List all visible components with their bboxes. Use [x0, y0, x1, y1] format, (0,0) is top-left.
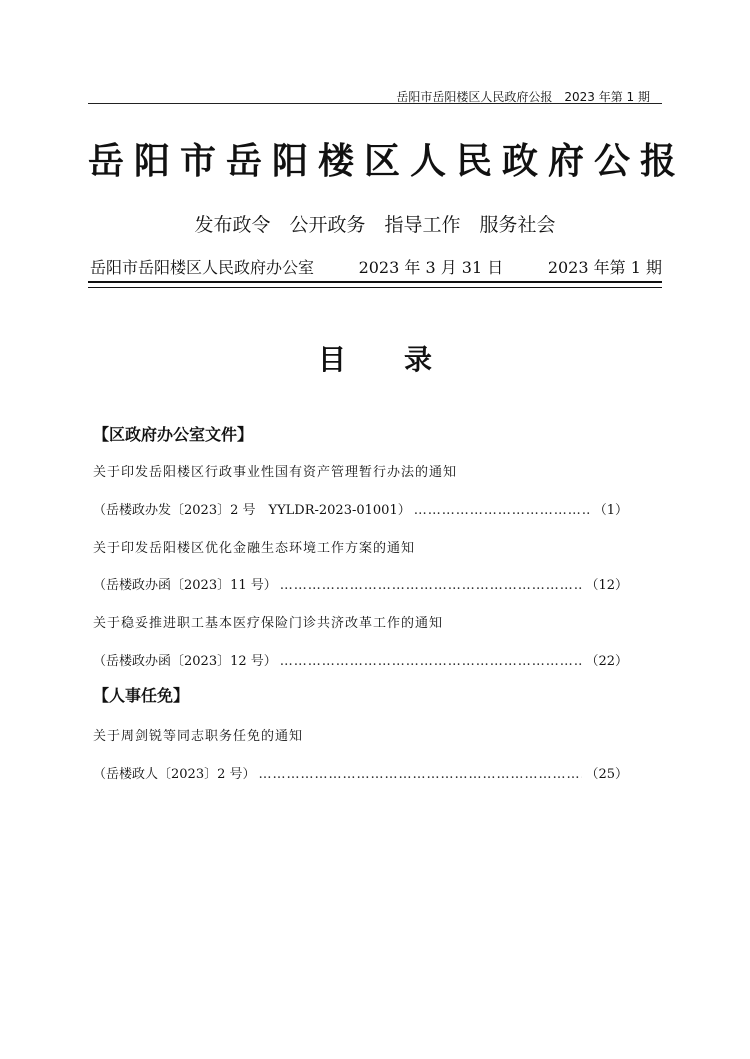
toc-entry-title[interactable]: 关于印发岳阳楼区优化金融生态环境工作方案的通知 [93, 541, 416, 556]
publication-title: 岳阳市岳阳楼区人民政府公报 [88, 140, 687, 182]
toc-entry-title[interactable]: 关于印发岳阳楼区行政事业性国有资产管理暂行办法的通知 [93, 465, 458, 480]
running-header: 岳阳市岳阳楼区人民政府公报 2023 年第 1 期 [396, 90, 650, 104]
toc-entry-title[interactable]: 关于稳妥推进职工基本医疗保险门诊共济改革工作的通知 [93, 616, 444, 631]
document-number: （岳楼政办发〔2023〕2 号 YYLDR-2023-01001） [93, 503, 411, 518]
page-number: （12） [585, 578, 628, 593]
masthead-rule-thick [88, 281, 662, 283]
toc-entry-reference[interactable] [93, 574, 628, 593]
toc-section-heading: 【区政府办公室文件】 [93, 425, 254, 444]
dot-leader [280, 654, 583, 669]
toc-entry-reference[interactable] [93, 499, 628, 518]
publication-info-row [90, 255, 662, 279]
page-number: （25） [585, 767, 628, 782]
document-number: （岳楼政办函〔2023〕12 号） [93, 654, 277, 669]
publish-date: 2023 年 3 月 31 日 [358, 258, 504, 277]
issue-number: 2023 年第 1 期 [547, 258, 662, 277]
issuer: 岳阳市岳阳楼区人民政府办公室 [90, 258, 315, 277]
toc-entry-reference[interactable] [93, 650, 628, 669]
toc-title: 目录 [317, 343, 490, 376]
page-number: （1） [593, 503, 628, 518]
document-number: （岳楼政办函〔2023〕11 号） [93, 578, 277, 593]
toc-entry-reference[interactable] [93, 763, 628, 782]
dot-leader [259, 767, 583, 782]
dot-leader [280, 578, 583, 593]
toc-entry-title[interactable]: 关于周剑锐等同志职务任免的通知 [93, 729, 304, 744]
toc-section-heading: 【人事任免】 [93, 686, 190, 705]
header-divider [88, 103, 662, 104]
masthead-rule-thin [88, 287, 662, 288]
page-number: （22） [585, 654, 628, 669]
dot-leader [414, 503, 591, 518]
document-number: （岳楼政人〔2023〕2 号） [93, 767, 256, 782]
publication-slogan: 发布政令 公开政务 指导工作 服务社会 [194, 214, 556, 236]
